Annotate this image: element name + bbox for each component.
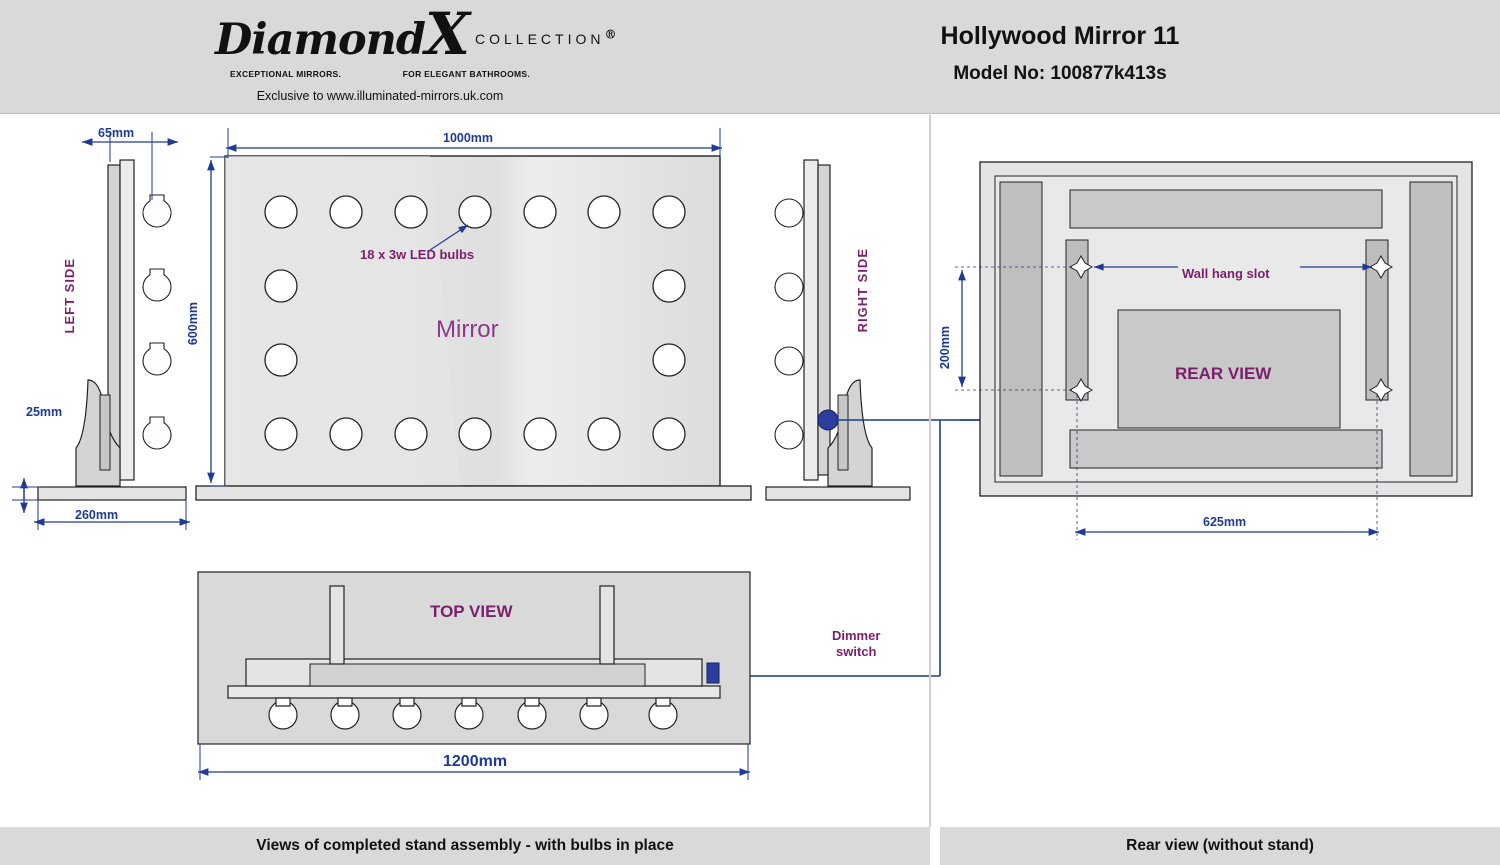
dim-200mm: 200mm (938, 326, 952, 370)
front-view (196, 128, 751, 500)
page-title: Hollywood Mirror 11 (940, 22, 1180, 50)
registered-icon: ® (604, 27, 616, 42)
label-top-view: TOP VIEW (430, 602, 513, 621)
brand-x-text: X (425, 0, 470, 68)
brand-tag-left: EXCEPTIONAL MIRRORS. (230, 69, 342, 79)
dim-625mm: 625mm (1203, 515, 1247, 529)
brand-exclusive-text: Exclusive to www.illuminated-mirrors.uk.com (256, 89, 504, 103)
label-wall-hang-slot: Wall hang slot (1182, 266, 1270, 281)
dim-600mm: 600mm (186, 302, 200, 346)
dim-1200mm: 1200mm (443, 753, 508, 770)
model-number: Model No: 100877k413s (953, 63, 1167, 84)
rear-view (955, 162, 1472, 540)
label-dimmer-switch-line1: Dimmer (832, 628, 881, 643)
label-right-side: RIGHT SIDE (855, 248, 870, 333)
left-side-view (12, 132, 190, 530)
dim-260mm: 260mm (75, 508, 119, 522)
label-rear-view: REAR VIEW (1175, 364, 1272, 383)
brand-tag-right: FOR ELEGANT BATHROOMS. (402, 69, 530, 79)
dim-1000mm: 1000mm (443, 131, 494, 145)
brand-collection-text: COLLECTION (475, 31, 605, 47)
label-dimmer-switch-line2: switch (836, 644, 877, 659)
footer-left-caption: Views of completed stand assembly - with bulbs in place (0, 827, 930, 865)
footer-right-caption: Rear view (without stand) (940, 827, 1500, 865)
right-side-view (766, 160, 910, 500)
label-led-bulbs: 18 x 3w LED bulbs (360, 247, 475, 262)
label-mirror: Mirror (436, 316, 499, 343)
label-left-side: LEFT SIDE (62, 258, 77, 334)
dim-65mm: 65mm (98, 126, 135, 140)
dim-25mm: 25mm (26, 405, 63, 419)
brand-name-text: Diamond (215, 15, 425, 65)
